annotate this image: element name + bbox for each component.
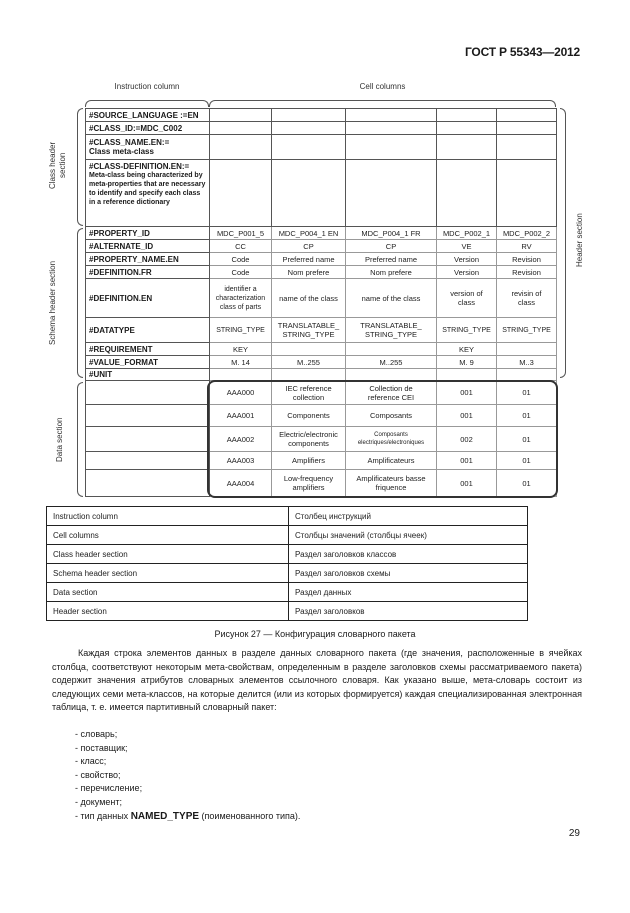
value-cell [497, 343, 557, 356]
instruction-cell: #DATATYPE [86, 318, 210, 343]
value-cell: version of class [437, 279, 497, 318]
value-cell: STRING_TYPE [210, 318, 272, 343]
schema-row-unit [86, 369, 557, 381]
value-cell: 01 [497, 470, 557, 497]
value-cell: name of the class [346, 279, 437, 318]
class-header-row [86, 135, 557, 160]
legend-table [46, 506, 528, 621]
value-cell: M. 9 [437, 356, 497, 369]
value-cell: 001 [437, 452, 497, 470]
schema-row-definition-fr [86, 266, 557, 279]
data-section-label: Data section [55, 417, 64, 463]
value-cell: Nom prefere [272, 266, 346, 279]
instruction-cell: #UNIT [86, 369, 210, 381]
list-item: - свойство; [75, 769, 121, 780]
value-cell: KEY [437, 343, 497, 356]
value-cell: Collection de reference CEI [346, 381, 437, 405]
value-cell: 01 [497, 427, 557, 452]
data-row [86, 427, 557, 452]
dictionary-package-table [85, 108, 557, 497]
list-item: - тип данных NAMED_TYPE (поименованного типа). [75, 810, 301, 822]
instruction-column-brace [85, 100, 209, 107]
value-cell: Amplificateurs [346, 452, 437, 470]
instruction-cell: #PROPERTY_NAME.EN [86, 253, 210, 266]
value-cell: Revision [497, 253, 557, 266]
schema-header-brace [77, 228, 83, 378]
value-cell: 01 [497, 405, 557, 427]
value-cell: CC [210, 240, 272, 253]
cell-columns-label: Cell columns [359, 82, 406, 91]
value-cell: CP [346, 240, 437, 253]
instruction-cell: #PROPERTY_ID [86, 227, 210, 240]
figure-caption: Рисунок 27 — Конфигурация словарного пакета [214, 629, 416, 639]
value-cell: M..255 [346, 356, 437, 369]
value-cell: Amplifiers [272, 452, 346, 470]
data-section-brace [77, 382, 83, 497]
instruction-cell: #DEFINITION.EN [86, 279, 210, 318]
value-cell: AAA000 [210, 381, 272, 405]
instruction-cell: #SOURCE_LANGUAGE :=EN [86, 109, 210, 122]
instruction-cell: #ALTERNATE_ID [86, 240, 210, 253]
schema-row-property-id [86, 227, 557, 240]
value-cell: AAA002 [210, 427, 272, 452]
value-cell: MDC_P004_1 FR [346, 227, 437, 240]
value-cell: VE [437, 240, 497, 253]
schema-row-definition-en [86, 279, 557, 318]
list-item: - перечисление; [75, 783, 143, 794]
legend-row: Header section Раздел заголовков [47, 602, 528, 621]
instruction-cell [86, 160, 210, 227]
value-cell: AAA004 [210, 470, 272, 497]
page-number: 29 [568, 828, 580, 839]
instruction-detail: Meta-class being characterized by meta-properties that are necessary to identify and specify each class in a reference dictionary [89, 172, 206, 206]
value-cell: Amplificateurs basse friquence [346, 470, 437, 497]
value-cell: Composants [346, 405, 437, 427]
value-cell: IEC reference collection [272, 381, 346, 405]
value-cell: Composants electriques/electroniques [346, 427, 437, 452]
instruction-key: #CLASS_NAME.EN:= [89, 138, 170, 147]
value-cell: Nom prefere [346, 266, 437, 279]
instruction-cell: #CLASS_ID:=MDC_C002 [86, 122, 210, 135]
value-cell: Low-frequency amplifiers [272, 470, 346, 497]
value-cell: MDC_P004_1 EN [272, 227, 346, 240]
value-cell: M..3 [497, 356, 557, 369]
data-row [86, 381, 557, 405]
list-item: - поставщик; [75, 742, 128, 753]
value-cell: Version [437, 266, 497, 279]
value-cell: CP [272, 240, 346, 253]
value-cell: Code [210, 253, 272, 266]
legend-row: Class header section Раздел заголовков классов [47, 545, 528, 564]
value-cell: RV [497, 240, 557, 253]
value-cell [272, 343, 346, 356]
value-cell: revisin of class [497, 279, 557, 318]
legend-row: Schema header section Раздел заголовков схемы [47, 564, 528, 583]
value-cell: name of the class [272, 279, 346, 318]
value-cell: 001 [437, 381, 497, 405]
instruction-cell: #REQUIREMENT [86, 343, 210, 356]
data-row [86, 452, 557, 470]
schema-header-section-label: Schema header section [48, 260, 57, 345]
legend-row: Data section Раздел данных [47, 583, 528, 602]
header-section-label: Header section [575, 213, 584, 267]
value-cell: M. 14 [210, 356, 272, 369]
data-row [86, 405, 557, 427]
class-header-row [86, 109, 557, 122]
value-cell: Electric/electronic components [272, 427, 346, 452]
value-cell: Preferred name [346, 253, 437, 266]
value-cell: MDC_P002_1 [437, 227, 497, 240]
value-cell: 01 [497, 452, 557, 470]
value-cell: Code [210, 266, 272, 279]
value-cell: TRANSLATABLE_ STRING_TYPE [272, 318, 346, 343]
value-cell: Version [437, 253, 497, 266]
value-cell: MDC_P002_2 [497, 227, 557, 240]
data-row [86, 470, 557, 497]
list-item: - документ; [75, 796, 122, 807]
value-cell: TRANSLATABLE_ STRING_TYPE [346, 318, 437, 343]
class-header-row [86, 122, 557, 135]
schema-row-alternate-id [86, 240, 557, 253]
value-cell: AAA003 [210, 452, 272, 470]
value-cell: Revision [497, 266, 557, 279]
value-cell: Components [272, 405, 346, 427]
meta-class-list [75, 728, 300, 823]
value-cell: KEY [210, 343, 272, 356]
schema-row-property-name [86, 253, 557, 266]
list-item: - словарь; [75, 729, 118, 739]
list-item: - класс; [75, 756, 107, 767]
schema-row-requirement [86, 343, 557, 356]
class-header-brace [77, 108, 83, 226]
instruction-column-label: Instruction column [114, 82, 180, 91]
body-paragraph: Каждая строка элементов данных в разделе данных словарного пакета (где значения, расположенные в ячейках столбца, соответствуют некоторым мета-свойствам, определенным в разделе заголовков схемы рассматриваемого пакета) содержит значения атрибутов словарных элементов ссылочного словаря. Как указано выше, мета-словарь состоит из следующих семи мета-классов, на которые делится (или из которых формируется) каждая специализированная электронная таблица, т. е. имеется партитивный словарный пакет: [52, 648, 582, 712]
instruction-detail: Class meta-class [89, 147, 154, 156]
schema-row-value-format [86, 356, 557, 369]
value-cell: 001 [437, 405, 497, 427]
value-cell: STRING_TYPE [497, 318, 557, 343]
value-cell: 002 [437, 427, 497, 452]
value-cell: MDC_P001_5 [210, 227, 272, 240]
header-section-brace [560, 108, 566, 378]
value-cell: 001 [437, 470, 497, 497]
schema-row-datatype [86, 318, 557, 343]
instruction-key: #CLASS-DEFINITION.EN:= [89, 162, 190, 171]
legend-row: Cell columns Столбцы значений (столбцы ячеек) [47, 526, 528, 545]
value-cell: Preferred name [272, 253, 346, 266]
legend-row: Instruction column Столбец инструкций [47, 507, 528, 526]
value-cell: identifier a characterization class of parts [210, 279, 272, 318]
class-header-row [86, 160, 557, 227]
instruction-cell: #VALUE_FORMAT [86, 356, 210, 369]
document-header: ГОСТ Р 55343—2012 [464, 45, 580, 59]
value-cell: AAA001 [210, 405, 272, 427]
value-cell: M..255 [272, 356, 346, 369]
instruction-cell: #DEFINITION.FR [86, 266, 210, 279]
instruction-cell [86, 135, 210, 160]
cell-columns-brace [209, 100, 556, 107]
value-cell: 01 [497, 381, 557, 405]
class-header-section-label: Class header section [48, 141, 67, 189]
value-cell: STRING_TYPE [437, 318, 497, 343]
value-cell [346, 343, 437, 356]
